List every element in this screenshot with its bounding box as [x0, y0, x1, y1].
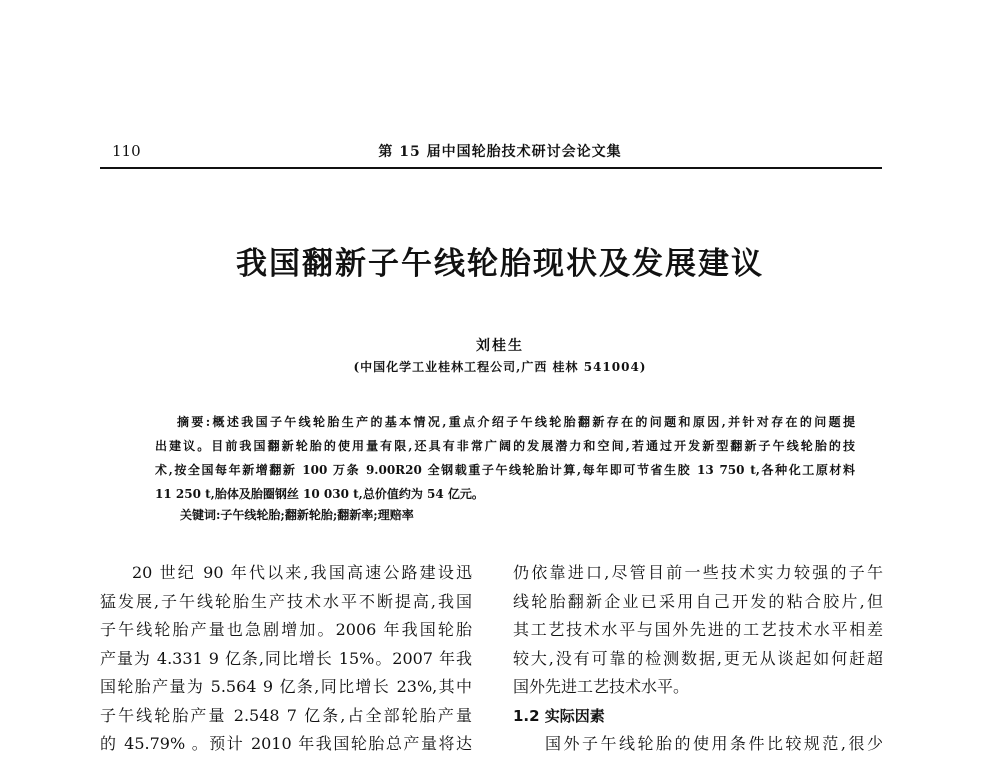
body-line: 线轮胎翻新企业已采用自己开发的粘合胶片,但 [513, 591, 883, 611]
body-line: 仍依靠进口,尽管目前一些技术实力较强的子午 [513, 563, 883, 582]
abstract-block [155, 410, 855, 506]
page-number: 110 [112, 142, 141, 160]
body-line: 猛发展,子午线轮胎生产技术水平不断提高,我国 [100, 591, 472, 611]
article-title: 我国翻新子午线轮胎现状及发展建议 [236, 246, 764, 282]
header-rule [100, 167, 882, 169]
body-line: 国轮胎产量为 5.564 9 亿条,同比增长 23%,其中 [100, 677, 472, 696]
body-line: 国外子午线轮胎的使用条件比较规范,很少 [545, 734, 883, 753]
body-line: 国外先进工艺技术水平。 [513, 677, 690, 696]
author-name: 刘桂生 [476, 338, 524, 354]
abstract-line: 出建议。目前我国翻新轮胎的使用量有限,还具有非常广阔的发展潜力和空间,若通过开发新型翻新子午线轮胎的技 [155, 439, 855, 453]
body-line: 产量为 4.331 9 亿条,同比增长 15%。2007 年我 [100, 648, 472, 668]
keywords-line: 关键词:子午线轮胎;翻新轮胎;翻新率;理赔率 [180, 508, 414, 522]
section-heading: 1.2 实际因素 [513, 706, 605, 725]
abstract-line: 术,按全国每年新增翻新 100 万条 9.00R20 全钢载重子午线轮胎计算,每年即可节省生胶 13 750 t,各种化工原材料 [155, 463, 855, 477]
body-line: 子午线轮胎产量 2.548 7 亿条,占全部轮胎产量 [100, 705, 472, 725]
author-affiliation: (中国化学工业桂林工程公司,广西 桂林 541004) [353, 360, 647, 374]
body-line: 20 世纪 90 年代以来,我国高速公路建设迅 [132, 563, 472, 582]
running-header: 第 15 届中国轮胎技术研讨会论文集 [378, 144, 622, 160]
body-line: 子午线轮胎产量也急剧增加。2006 年我国轮胎 [100, 620, 472, 639]
body-column-left [100, 559, 472, 759]
body-column-right [513, 559, 883, 759]
abstract-line: 摘要:概述我国子午线轮胎生产的基本情况,重点介绍子午线轮胎翻新存在的问题和原因,并针对存在的问题提 [177, 415, 855, 429]
body-line: 的 45.79% 。预计 2010 年我国轮胎总产量将达 [100, 734, 472, 753]
body-line: 较大,没有可靠的检测数据,更无从谈起如何赶超 [513, 648, 883, 668]
abstract-line: 11 250 t,胎体及胎圈钢丝 10 030 t,总价值约为 54 亿元。 [155, 487, 484, 501]
body-line: 其工艺技术水平与国外先进的工艺技术水平相差 [513, 620, 883, 639]
